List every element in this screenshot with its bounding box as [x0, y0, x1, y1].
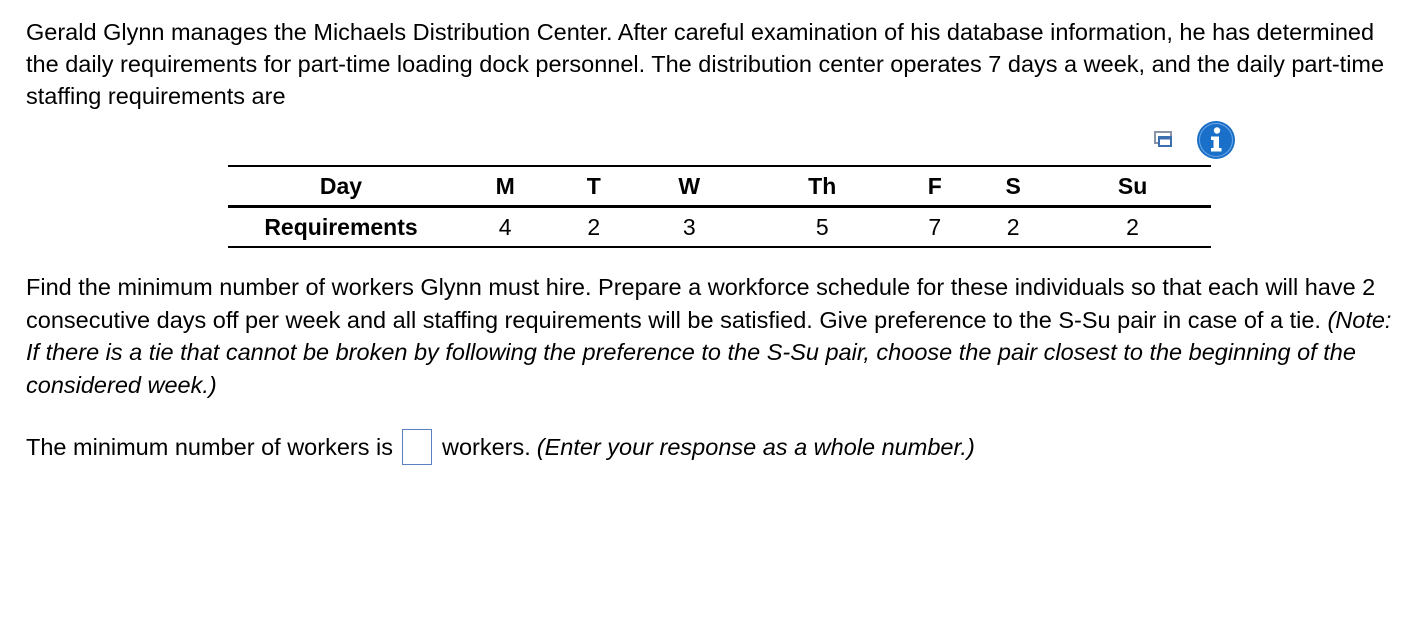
answer-suffix: workers.: [441, 434, 531, 460]
day-cell: T: [556, 166, 631, 207]
info-icon[interactable]: [1196, 120, 1236, 160]
requirement-cell: 3: [682, 213, 696, 240]
day-cell: S: [972, 166, 1054, 207]
answer-hint: (Enter your response as a whole number.): [536, 434, 975, 460]
day-cell: W: [631, 166, 747, 207]
requirement-cell: 2: [587, 213, 601, 240]
day-header: Day: [228, 166, 454, 207]
answer-prefix: The minimum number of workers is: [26, 434, 393, 460]
problem-intro: Gerald Glynn manages the Michaels Distribution Center. After careful examination of his database information, he has determined the daily requirements for part-time loading dock personnel. The distribution center operates 7 days a week, and the daily part-time staffing requirements are: [26, 19, 1385, 109]
day-cell: F: [897, 166, 972, 207]
workers-answer-input[interactable]: [402, 429, 432, 465]
day-cell: M: [454, 166, 556, 207]
requirement-cell: 5: [815, 213, 829, 240]
copy-icon[interactable]: [1150, 126, 1178, 154]
table-row: [228, 207, 1211, 248]
table-header-row: [228, 166, 1211, 207]
requirement-cell: 2: [1006, 213, 1020, 240]
requirement-cell: 2: [1126, 213, 1139, 240]
day-cell: Su: [1054, 166, 1211, 207]
requirement-cell: 7: [928, 213, 942, 240]
requirement-cell: 4: [498, 213, 512, 240]
answer-line: [26, 428, 975, 466]
question-text: [26, 271, 1411, 401]
day-cell: Th: [747, 166, 897, 207]
staffing-requirements-table: [228, 165, 1211, 248]
requirements-label: Requirements: [264, 213, 418, 240]
toolbar-icons: [1150, 120, 1236, 160]
question-body: Find the minimum number of workers Glynn must hire. Prepare a workforce schedule for these individuals so that each will have 2 consecutive days off per week and all staffing requirements will be satisfied. Give preference to the S-Su pair in case of a tie.: [26, 274, 1376, 333]
question-note: (Note: If there is a tie that cannot be broken by following the preference to the S-Su pair, choose the pair closest to the beginning of the considered week.): [26, 306, 1392, 398]
